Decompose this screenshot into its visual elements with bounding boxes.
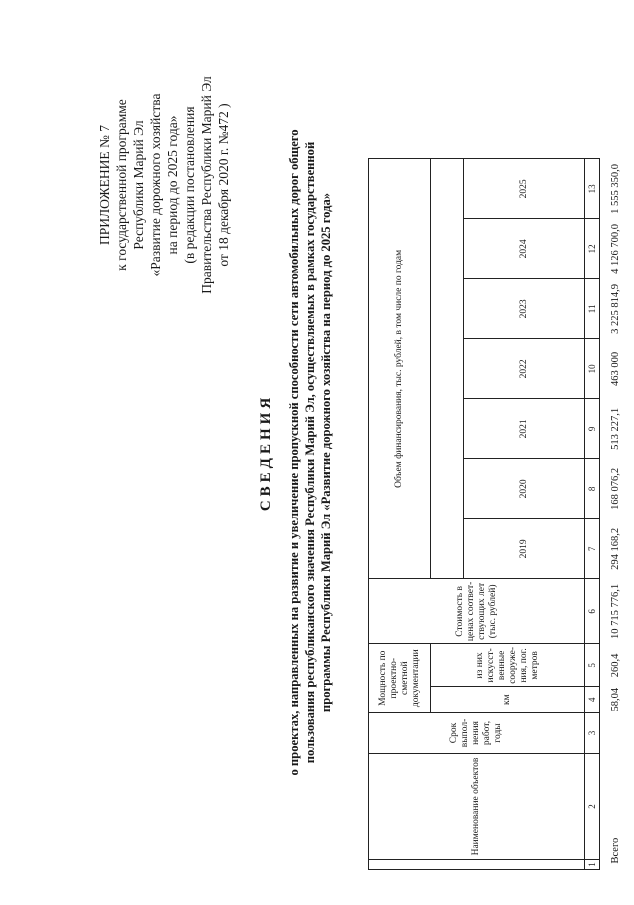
appendix-line: Правительства Республики Марий Эл [199, 76, 214, 294]
appendix-line: (в редакции постановления [182, 106, 197, 264]
appendix-line: на период до 2025 года» [165, 115, 180, 255]
column-number: 3 [585, 713, 600, 754]
column-number: 7 [585, 519, 600, 579]
column-number: 13 [585, 159, 600, 219]
header-object-name: Наименование объектов [369, 754, 585, 860]
subtitle-line: о проектах, направленных на развитие и увеличение пропускной способности сети автомобильных дорог общего [287, 129, 301, 776]
column-number: 2 [585, 754, 600, 860]
appendix-line: ПРИЛОЖЕНИЕ № 7 [97, 124, 112, 246]
total-term [600, 713, 631, 754]
column-number: 10 [585, 339, 600, 399]
total-artificial: 260,4 [609, 653, 621, 678]
appendix-line: «Развитие дорожного хозяйства [148, 93, 163, 277]
header-empty-cell [369, 860, 585, 870]
total-year-amount: 294 168,2 [609, 527, 621, 570]
appendix-line: от 18 декабря 2020 г. №472 ) [216, 103, 231, 267]
column-number: 6 [585, 579, 600, 644]
total-year-amount: 4 126 700,0 [609, 223, 621, 274]
document-subtitle [286, 60, 334, 845]
projects-table [368, 158, 630, 870]
header-financing: Объем финансирования, тыс. рублей, в том числе по годам [369, 159, 431, 579]
column-number: 1 [585, 860, 600, 870]
document-title: СВЕДЕНИЯ [258, 393, 274, 512]
header-year: 2019 [464, 519, 585, 579]
total-year-amount: 3 225 814,9 [609, 283, 621, 334]
header-artificial-structures: из них искусст-венные сооруже-ния, пог. метров [431, 644, 585, 687]
header-km: км [431, 687, 585, 713]
header-year: 2023 [464, 279, 585, 339]
header-year: 2021 [464, 399, 585, 459]
header-year: 2020 [464, 459, 585, 519]
header-year: 2022 [464, 339, 585, 399]
appendix-line: к государственной программе [114, 99, 129, 271]
subtitle-line: пользования республиканского значения Республики Марий Эл, осуществляемых в рамках государственной [303, 141, 317, 764]
total-label: Всего [609, 837, 621, 864]
appendix-header [96, 60, 232, 310]
subtitle-line: программы Республики Марий Эл «Развитие дорожного хозяйства на период до 2025 года» [319, 192, 333, 713]
header-year: 2025 [464, 159, 585, 219]
total-year-amount: 168 076,2 [609, 467, 621, 510]
total-year-amount: 463 000 [609, 351, 621, 386]
column-number: 4 [585, 687, 600, 713]
total-km: 58,04 [609, 687, 621, 712]
header-years-spacer [431, 159, 464, 579]
total-year-amount: 513 227,1 [609, 407, 621, 450]
column-number: 12 [585, 219, 600, 279]
column-number: 8 [585, 459, 600, 519]
column-number: 9 [585, 399, 600, 459]
column-number: 5 [585, 644, 600, 687]
total-cost: 10 715 776,1 [609, 583, 621, 639]
header-capacity: Мощность по проектно-сметной документации [369, 644, 431, 713]
column-number: 11 [585, 279, 600, 339]
header-term: Срок выпол-нения работ, годы [369, 713, 585, 754]
total-year-amount: 1 555 350,0 [609, 163, 621, 214]
appendix-line: Республики Марий Эл [131, 120, 146, 250]
header-cost: Стоимость в ценах соответ-ствующих лет (тыс. рублей) [369, 579, 585, 644]
header-year: 2024 [464, 219, 585, 279]
